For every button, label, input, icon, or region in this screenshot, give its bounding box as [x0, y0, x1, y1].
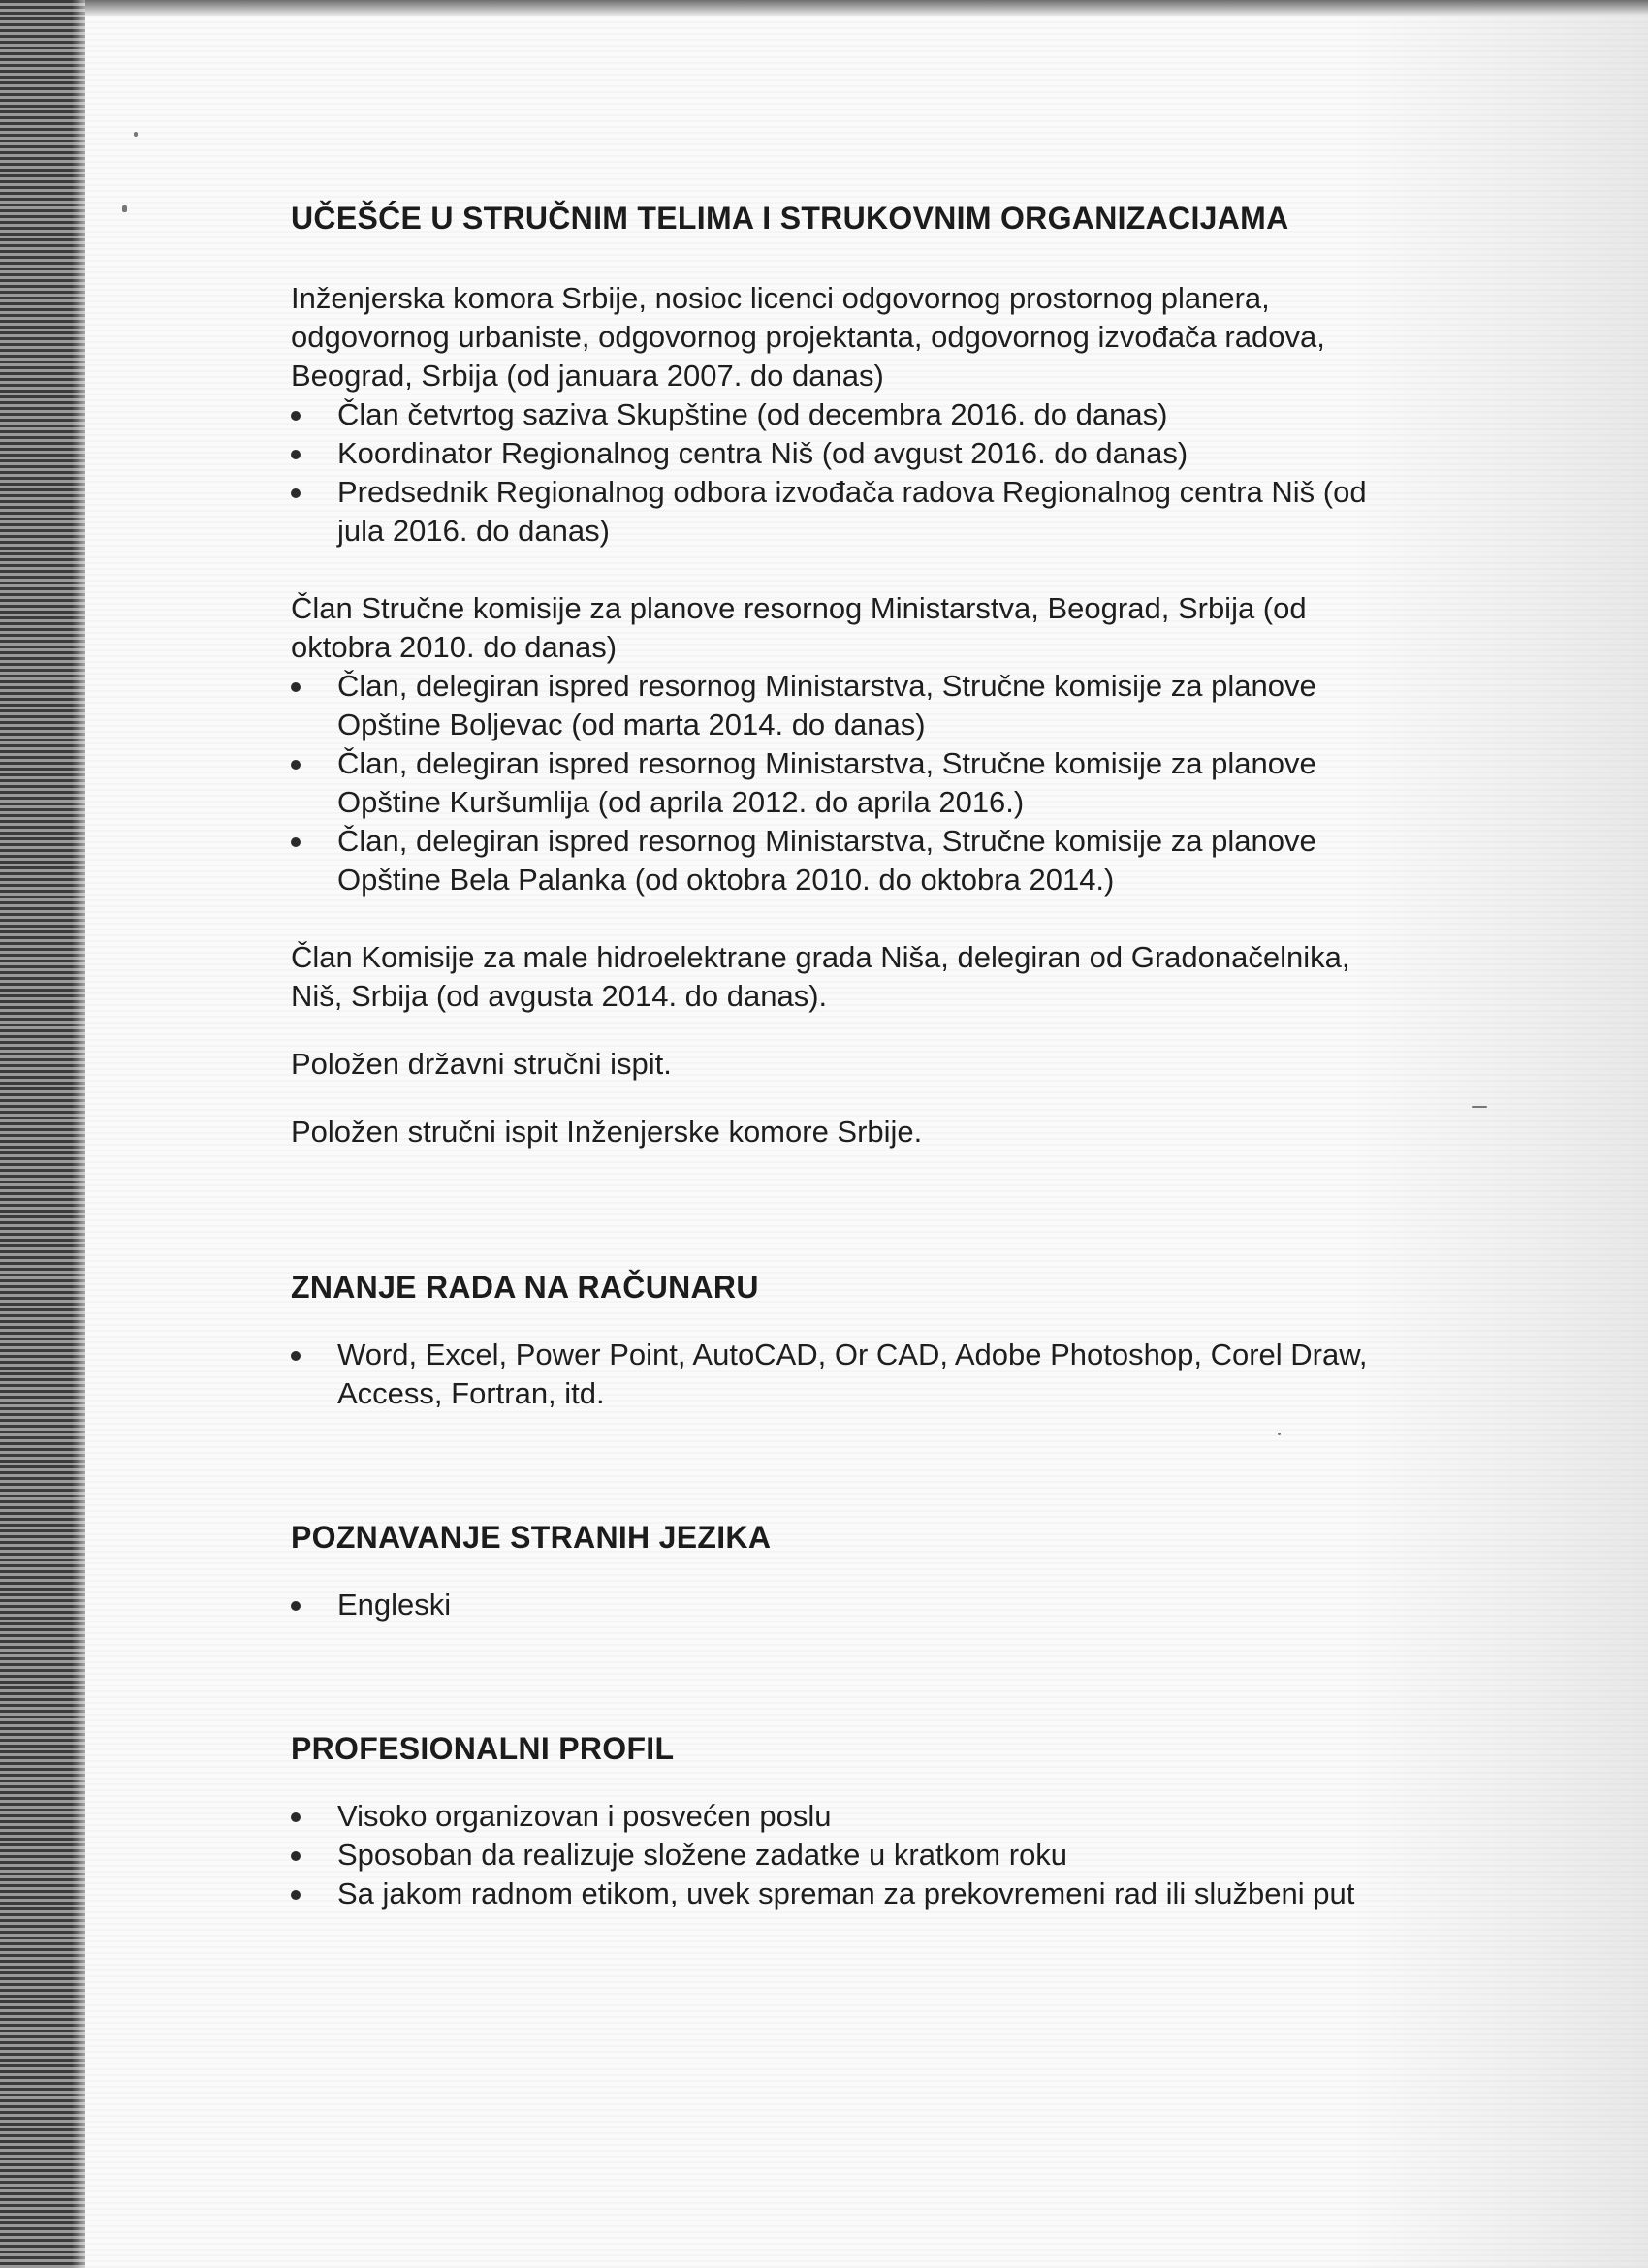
commission-roles-list [291, 667, 1454, 899]
list-item [291, 1797, 1454, 1836]
section-organizations [291, 199, 1454, 1151]
list-item [291, 434, 1454, 473]
list-item-text: Access, Fortran, itd. [337, 1376, 605, 1410]
list-item-text: Član četvrtog saziva Skupštine (od decembra 2016. do danas) [337, 397, 1168, 431]
list-item-text: Opštine Bela Palanka (od oktobra 2010. do oktobra 2014.) [337, 863, 1115, 897]
chamber-entry [291, 279, 1454, 551]
list-item-text: Predsednik Regionalnog odbora izvođača radova Regionalnog centra Niš (od [337, 475, 1367, 509]
bullet-icon [291, 1851, 301, 1861]
section-computer-skills [291, 1268, 1454, 1413]
chamber-exam-line: Položen stručni ispit Inženjerske komore Srbije. [291, 1115, 923, 1149]
section-heading: POZNAVANJE STRANIH JEZIKA [291, 1520, 772, 1555]
scan-speck [1472, 1106, 1487, 1108]
entry-line: Član Komisije za male hidroelektrane grada Niša, delegiran od Gradonačelnika, [291, 940, 1350, 974]
computer-skills-list [291, 1336, 1454, 1413]
list-item [291, 1874, 1454, 1913]
list-item-text: Član, delegiran ispred resornog Ministarstva, Stručne komisije za planove [337, 824, 1316, 858]
bullet-icon [291, 1812, 301, 1822]
languages-list [291, 1586, 1454, 1624]
list-item [291, 667, 1454, 744]
entry-line: Član Stručne komisije za planove resornog Ministarstva, Beograd, Srbija (od [291, 591, 1307, 625]
document-content [291, 199, 1454, 1913]
bullet-icon [291, 837, 301, 847]
section-heading: PROFESIONALNI PROFIL [291, 1731, 675, 1766]
bullet-icon [291, 760, 301, 770]
list-item [291, 395, 1454, 434]
list-item-text: Engleski [337, 1588, 452, 1622]
list-item-text: jula 2016. do danas) [337, 514, 610, 548]
profile-list [291, 1797, 1454, 1913]
commission-entry [291, 589, 1454, 899]
bullet-icon [291, 682, 301, 692]
section-languages [291, 1518, 1454, 1624]
bullet-icon [291, 1601, 301, 1611]
list-item-text: Koordinator Regionalnog centra Niš (od avgust 2016. do danas) [337, 436, 1188, 470]
list-item-text: Sa jakom radnom etikom, uvek spreman za prekovremeni rad ili službeni put [337, 1876, 1355, 1910]
section-heading: ZNANJE RADA NA RAČUNARU [291, 1270, 759, 1305]
chamber-roles-list [291, 395, 1454, 551]
list-item [291, 473, 1454, 551]
list-item [291, 1836, 1454, 1874]
bullet-icon [291, 488, 301, 498]
list-item-text: Visoko organizovan i posvećen poslu [337, 1799, 832, 1833]
section-heading: UČEŠĆE U STRUČNIM TELIMA I STRUKOVNIM ORGANIZACIJAMA [291, 201, 1289, 236]
entry-line: oktobra 2010. do danas) [291, 630, 618, 664]
scanner-top-edge [85, 0, 1648, 16]
entry-line: Inženjerska komora Srbije, nosioc licenci odgovornog prostornog planera, [291, 281, 1270, 315]
list-item [291, 1336, 1454, 1413]
list-item-text: Opštine Boljevac (od marta 2014. do danas) [337, 708, 926, 741]
list-item-text: Word, Excel, Power Point, AutoCAD, Or CAD, Adobe Photoshop, Corel Draw, [337, 1338, 1368, 1371]
state-exam-line: Položen državni stručni ispit. [291, 1047, 672, 1081]
bullet-icon [291, 1351, 301, 1361]
bullet-icon [291, 411, 301, 421]
list-item [291, 744, 1454, 822]
section-professional-profile [291, 1729, 1454, 1913]
entry-line: Niš, Srbija (od avgusta 2014. do danas). [291, 979, 828, 1013]
scan-speck [134, 132, 138, 137]
list-item [291, 1586, 1454, 1624]
entry-line: Beograd, Srbija (od januara 2007. do danas) [291, 359, 884, 393]
hydro-commission-entry [291, 938, 1454, 1016]
list-item-text: Opštine Kuršumlija (od aprila 2012. do aprila 2016.) [337, 785, 1025, 819]
list-item-text: Član, delegiran ispred resornog Ministarstva, Stručne komisije za planove [337, 746, 1316, 780]
list-item-text: Član, delegiran ispred resornog Ministarstva, Stručne komisije za planove [337, 669, 1316, 703]
bullet-icon [291, 450, 301, 459]
list-item [291, 822, 1454, 899]
bullet-icon [291, 1890, 301, 1900]
scanner-left-edge [0, 0, 85, 2268]
list-item-text: Sposoban da realizuje složene zadatke u kratkom roku [337, 1838, 1068, 1872]
entry-line: odgovornog urbaniste, odgovornog projektanta, odgovornog izvođača radova, [291, 320, 1325, 354]
scan-speck [122, 205, 127, 212]
